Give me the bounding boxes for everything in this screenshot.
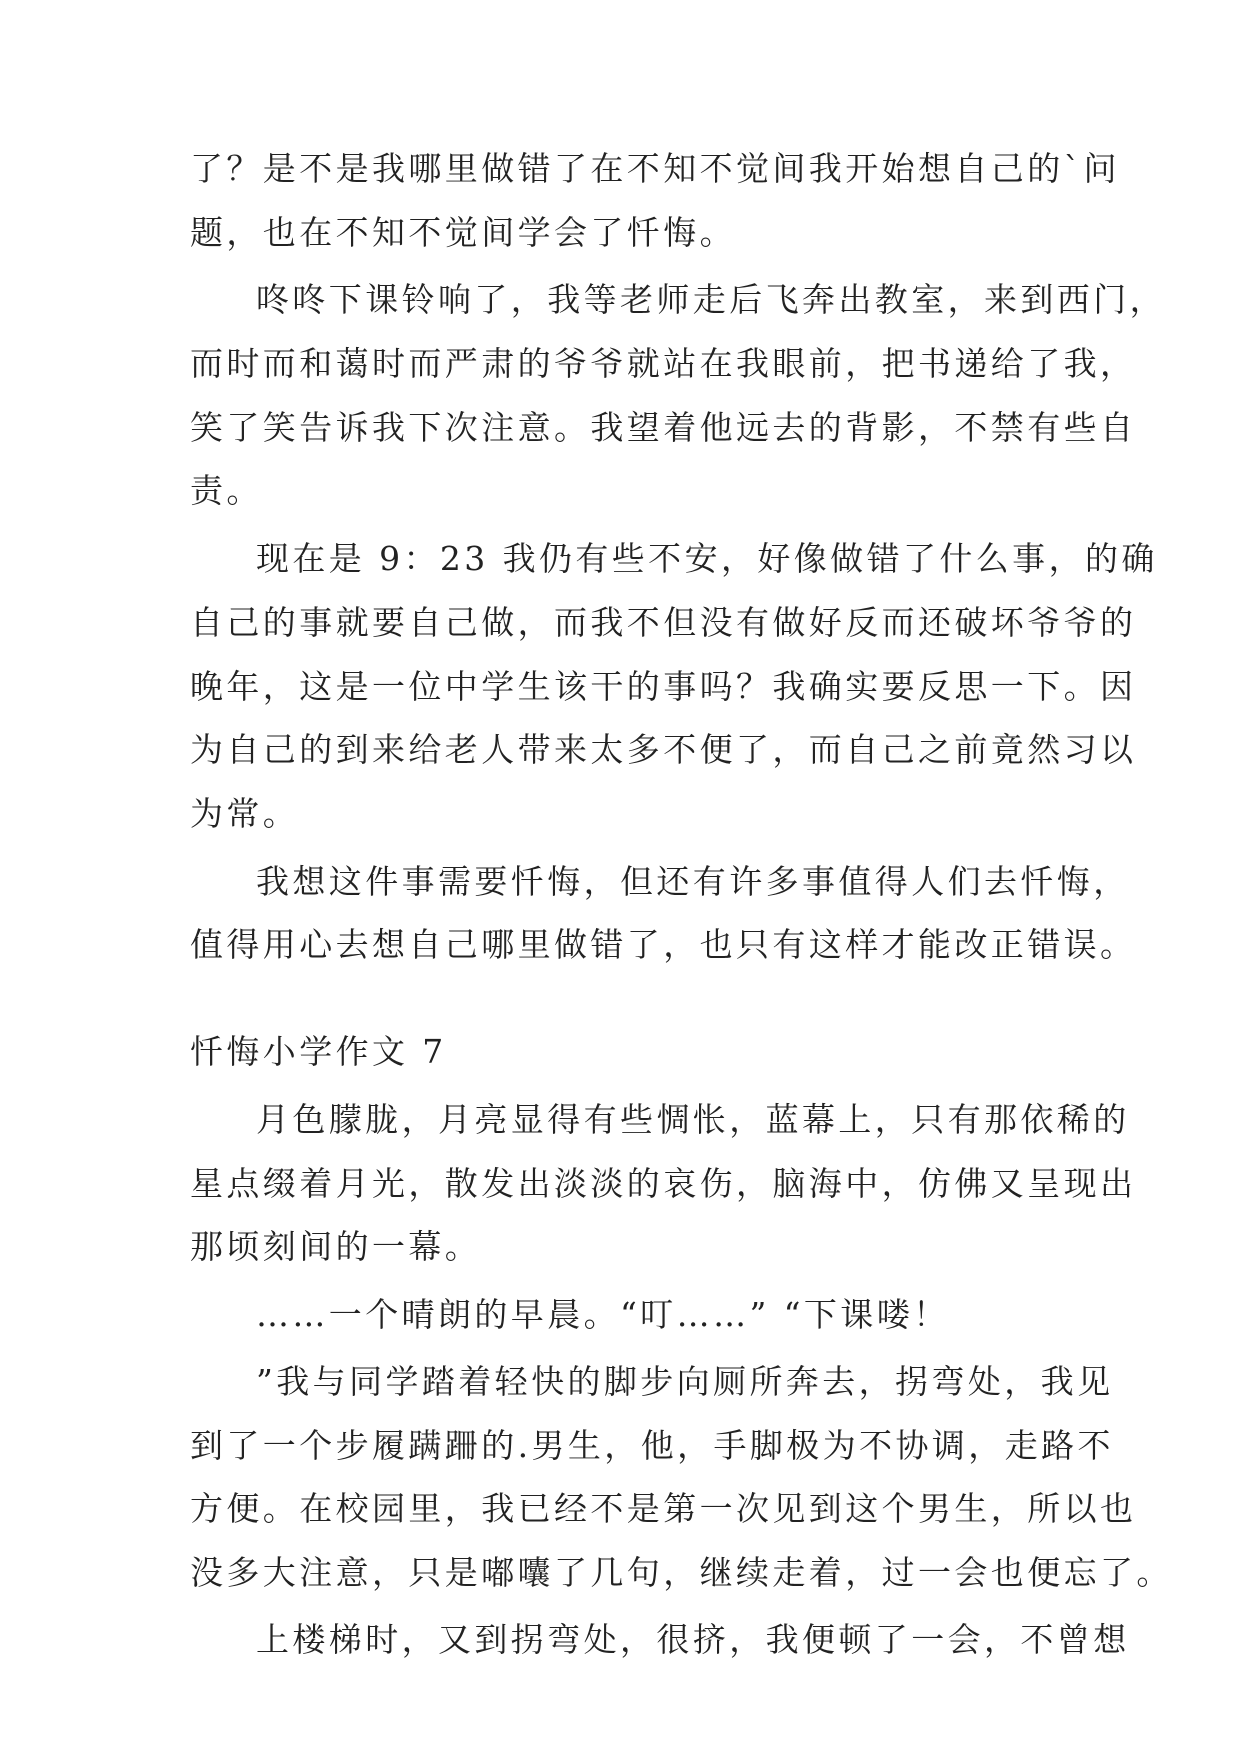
text-line: 而时而和蔼时而严肃的爷爷就站在我眼前，把书递给了我， [190,344,1137,383]
text-line: 没多大注意，只是嘟囔了几句，继续走着，过一会也便忘了。 [190,1553,1173,1592]
text-line: 笑了笑告诉我下次注意。我望着他远去的背影，不禁有些自 [190,408,1137,447]
text-line: ……一个晴朗的早晨。“叮……” “下课喽！ [256,1295,950,1334]
text-line: 那顷刻间的一幕。 [190,1227,482,1266]
text-line: 月色朦胧，月亮显得有些惆怅，蓝幕上，只有那依稀的 [256,1100,1130,1139]
section-heading: 忏悔小学作文 7 [190,1032,447,1071]
text-line: ”我与同学踏着轻快的脚步向厕所奔去，拐弯处，我见 [256,1362,1114,1401]
text-line: 责。 [190,471,263,510]
text-line: 自己的事就要自己做，而我不但没有做好反而还破坏爷爷的 [190,603,1137,642]
text-line: 现在是 9：23 我仍有些不安，好像做错了什么事，的确 [256,539,1158,578]
text-line: 为常。 [190,794,300,833]
text-line: 晚年，这是一位中学生该干的事吗？我确实要反思一下。因 [190,667,1137,706]
text-line: 为自己的到来给老人带来太多不便了，而自己之前竟然习以 [190,730,1137,769]
text-line: 题，也在不知不觉间学会了忏悔。 [190,213,736,252]
text-line: 我想这件事需要忏悔，但还有许多事值得人们去忏悔， [256,862,1130,901]
text-line: 到了一个步履蹒跚的.男生，他，手脚极为不协调，走路不 [190,1426,1114,1465]
text-line: 方便。在校园里，我已经不是第一次见到这个男生，所以也 [190,1489,1137,1528]
text-line: 了？是不是我哪里做错了在不知不觉间我开始想自己的`问 [190,149,1120,188]
text-line: 星点缀着月光，散发出淡淡的哀伤，脑海中，仿佛又呈现出 [190,1164,1137,1203]
text-line: 咚咚下课铃响了，我等老师走后飞奔出教室，来到西门， [256,280,1166,319]
text-line: 上楼梯时，又到拐弯处，很挤，我便顿了一会，不曾想 [256,1620,1130,1659]
text-line: 值得用心去想自己哪里做错了，也只有这样才能改正错误。 [190,925,1137,964]
